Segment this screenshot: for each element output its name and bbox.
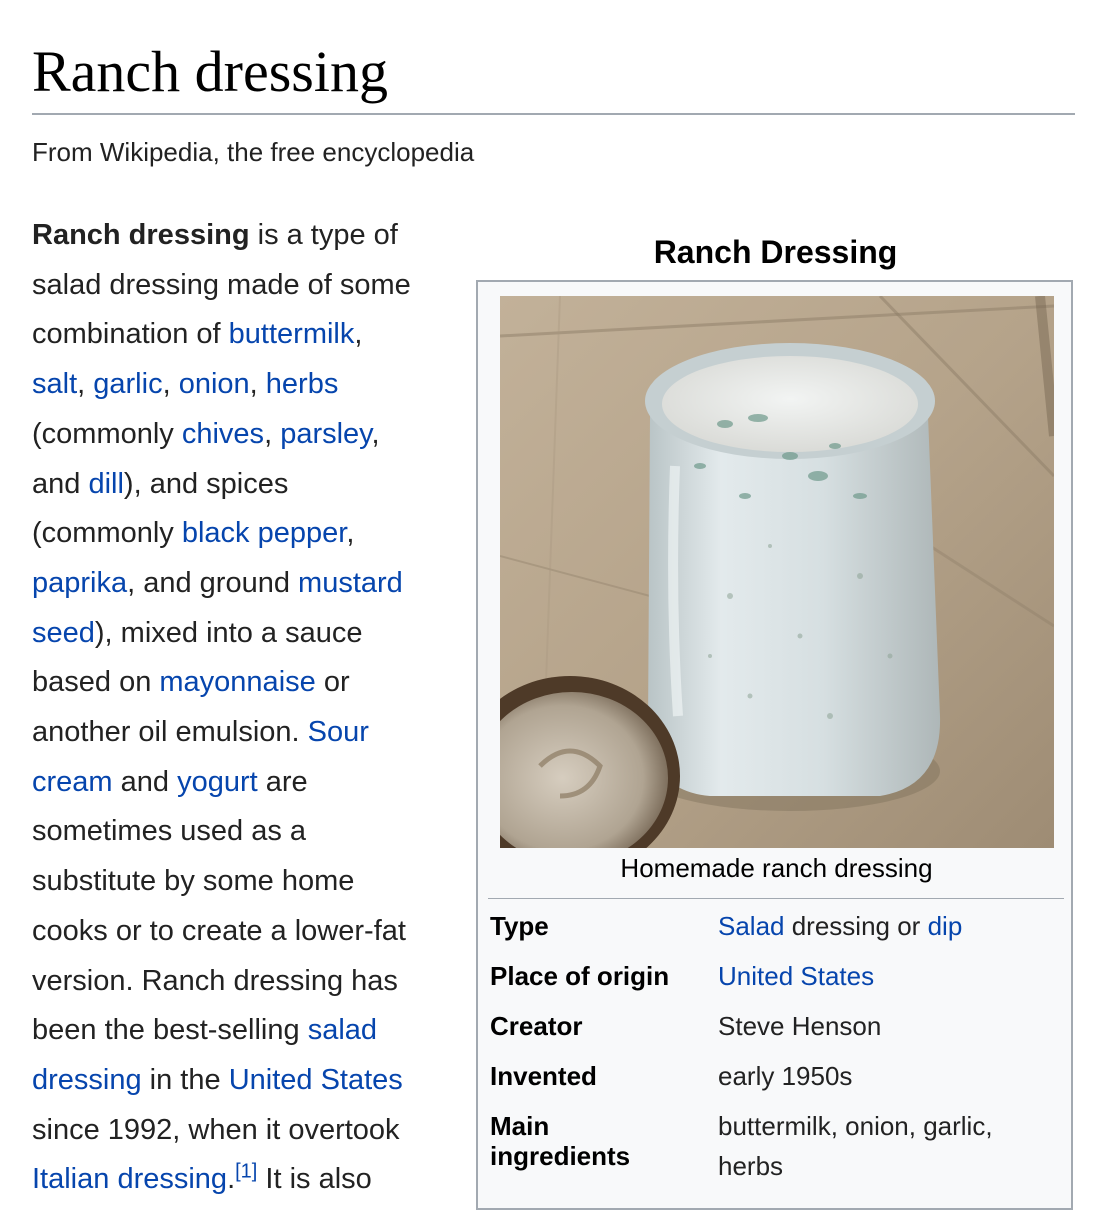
- infobox-label: Main ingredients: [490, 1111, 631, 1171]
- body-text-run: and: [32, 467, 89, 500]
- paragraph-line: [32, 1106, 452, 1156]
- body-text-run: another oil emulsion.: [32, 716, 308, 749]
- paragraph-line: [32, 708, 452, 758]
- infobox-image-caption: Homemade ranch dressing: [620, 853, 933, 883]
- infobox-title: Ranch Dressing: [653, 234, 898, 270]
- link-buttermilk[interactable]: buttermilk: [228, 318, 355, 351]
- link-garlic[interactable]: garlic: [93, 368, 163, 401]
- body-text-run: , and ground: [127, 566, 299, 599]
- body-text-run: ), and spices: [123, 467, 289, 500]
- infobox-value: [718, 1106, 1048, 1186]
- paragraph-line: [32, 1006, 452, 1056]
- link-sour[interactable]: Sour: [307, 716, 369, 749]
- body-text-run: ,: [264, 417, 281, 450]
- citation-link[interactable]: [1]: [235, 1160, 258, 1183]
- body-text-run: ,: [162, 368, 179, 401]
- link-black-pepper[interactable]: black pepper: [181, 517, 347, 550]
- paragraph-line: [32, 807, 452, 857]
- infobox-label: Creator: [490, 1011, 583, 1041]
- link-onion[interactable]: onion: [178, 368, 250, 401]
- link-salt[interactable]: salt: [32, 368, 78, 401]
- link-chives[interactable]: chives: [181, 417, 265, 450]
- infobox-label: Place of origin: [490, 961, 670, 991]
- paragraph-line: [32, 559, 452, 609]
- body-text-run: (commonly: [32, 417, 182, 450]
- body-text-run: salad dressing made of some: [32, 268, 411, 301]
- link-united-states[interactable]: United States: [718, 961, 875, 991]
- paragraph-line: [32, 857, 452, 907]
- body-text-run: are: [257, 765, 308, 798]
- body-text-run: ,: [249, 368, 266, 401]
- link-yogurt[interactable]: yogurt: [177, 765, 258, 798]
- infobox-image[interactable]: [500, 296, 1054, 848]
- body-text-run: ,: [354, 318, 363, 351]
- bold-term: Ranch dressing: [32, 219, 250, 251]
- link-italian-dressing[interactable]: Italian dressing: [32, 1163, 228, 1196]
- body-text-run: sometimes used as a: [32, 815, 307, 848]
- infobox-value: [718, 1056, 1048, 1096]
- body-text-run: ,: [346, 517, 355, 550]
- body-text-run: ), mixed into a sauce: [94, 616, 363, 649]
- link-dip[interactable]: dip: [927, 911, 963, 941]
- paragraph-line: [32, 1155, 452, 1205]
- link-salad[interactable]: salad: [307, 1014, 378, 1047]
- body-text-run: ,: [371, 417, 380, 450]
- paragraph-line: [32, 261, 452, 311]
- paragraph-line: [32, 609, 452, 659]
- body-text-run: Steve Henson: [718, 1011, 882, 1041]
- link-united-states[interactable]: United States: [228, 1063, 403, 1096]
- body-text-run: in the: [141, 1063, 229, 1096]
- body-text-run: dressing or: [784, 911, 928, 941]
- infobox-value: [718, 956, 1048, 996]
- infobox: [476, 280, 1073, 1210]
- title-divider: [32, 113, 1075, 115]
- body-text-run: version. Ranch dressing has: [32, 964, 398, 997]
- link-salad[interactable]: Salad: [718, 911, 785, 941]
- paragraph-line: [32, 460, 452, 510]
- infobox-value: [718, 906, 1048, 946]
- link-dressing[interactable]: dressing: [32, 1063, 142, 1096]
- paragraph-line: [32, 410, 452, 460]
- body-text-run: ,: [77, 368, 94, 401]
- link-parsley[interactable]: parsley: [280, 417, 372, 450]
- infobox-label: Invented: [490, 1061, 597, 1091]
- body-text-run: since 1992, when it overtook: [32, 1113, 400, 1146]
- body-text-run: substitute by some home: [32, 865, 355, 898]
- infobox-label: Type: [490, 911, 549, 941]
- link-paprika[interactable]: paprika: [32, 566, 128, 599]
- link-herbs[interactable]: herbs: [265, 368, 339, 401]
- body-text-run: cooks or to create a lower-fat: [32, 914, 406, 947]
- body-text-run: or: [315, 666, 350, 699]
- paragraph-line: [32, 758, 452, 808]
- link-mayonnaise[interactable]: mayonnaise: [159, 666, 316, 699]
- body-text-run: is a type of: [249, 219, 398, 251]
- body-text-run: based on: [32, 666, 160, 699]
- paragraph-line: [32, 957, 452, 1007]
- link-mustard[interactable]: mustard: [298, 566, 403, 599]
- paragraph-line: [32, 1056, 452, 1106]
- citation-superscript: [235, 1161, 257, 1183]
- body-text-run: .: [227, 1163, 236, 1196]
- infobox-value: [718, 1006, 1048, 1046]
- infobox-divider: [488, 898, 1064, 899]
- link-seed[interactable]: seed: [32, 616, 95, 649]
- paragraph-line: [32, 310, 452, 360]
- link-cream[interactable]: cream: [32, 765, 113, 798]
- body-text-run: and: [112, 765, 178, 798]
- paragraph-line: [32, 658, 452, 708]
- paragraph-line: [32, 509, 452, 559]
- link-dill[interactable]: dill: [88, 467, 124, 500]
- paragraph-line: [32, 907, 452, 957]
- site-tagline: From Wikipedia, the free encyclopedia: [32, 137, 475, 167]
- body-text-run: buttermilk, onion, garlic, herbs: [718, 1111, 993, 1181]
- article-lead-paragraph: [32, 211, 452, 1205]
- page-title: Ranch dressing: [32, 39, 388, 104]
- body-text-run: early 1950s: [718, 1061, 853, 1091]
- body-text-run: It is also: [257, 1163, 372, 1196]
- paragraph-line: [32, 360, 452, 410]
- body-text-run: combination of: [32, 318, 229, 351]
- paragraph-line: [32, 211, 452, 261]
- body-text-run: been the best-selling: [32, 1014, 308, 1047]
- body-text-run: (commonly: [32, 517, 182, 550]
